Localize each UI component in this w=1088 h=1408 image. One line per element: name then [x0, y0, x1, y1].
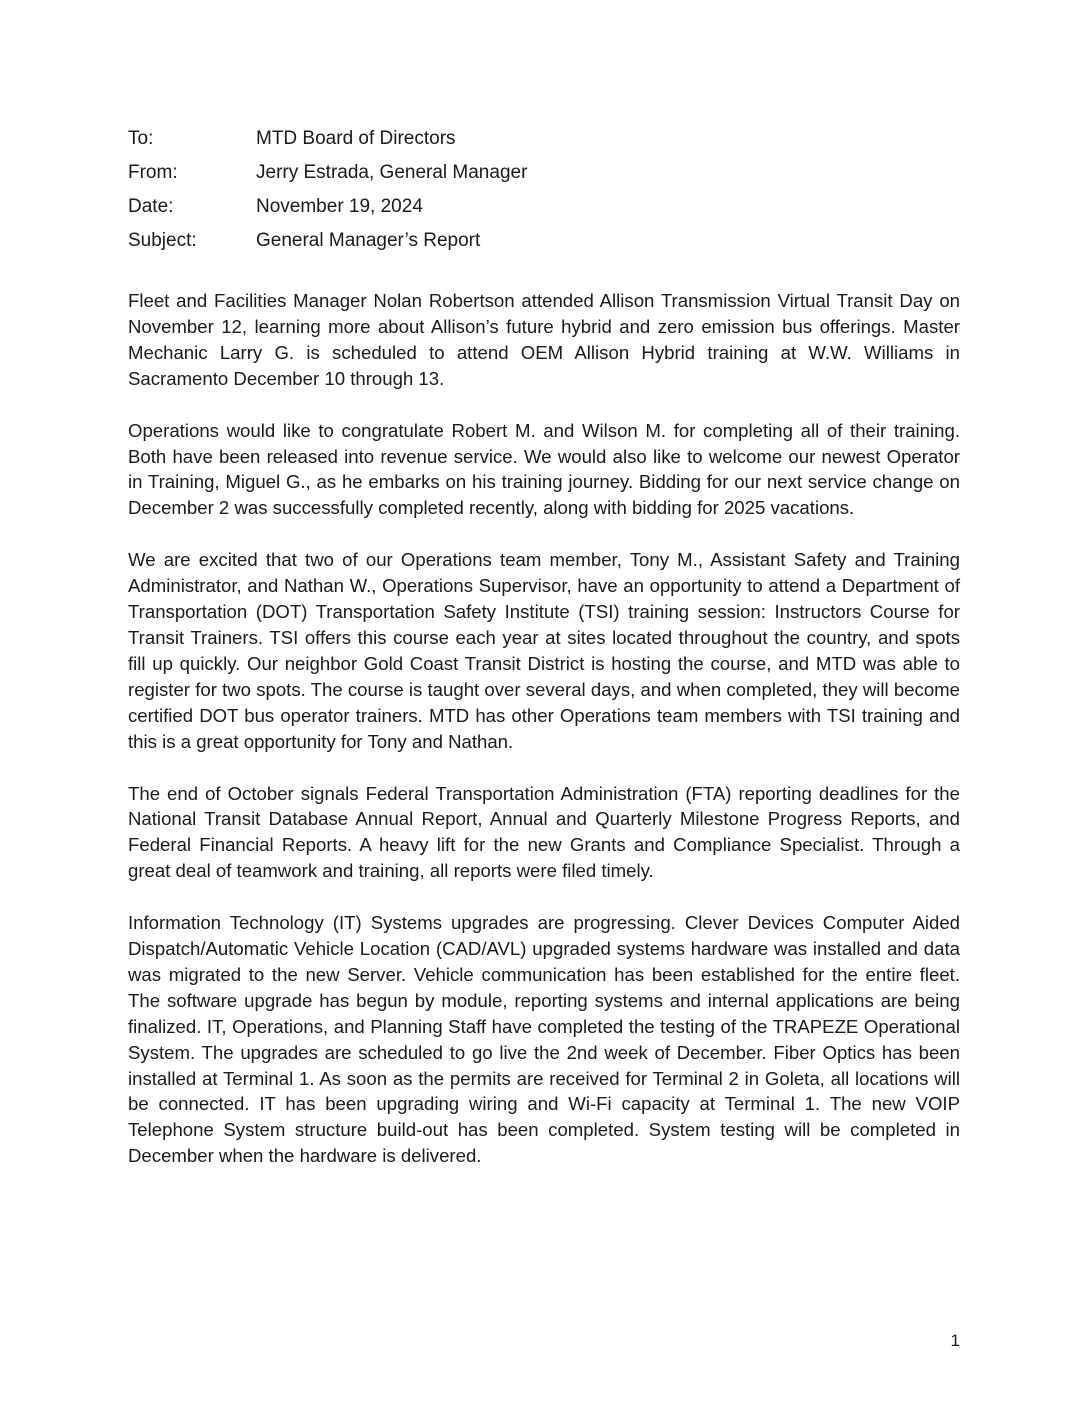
page-number: 1 — [950, 1331, 960, 1350]
memo-from-label: From: — [128, 162, 178, 183]
paragraph-it-systems: Information Technology (IT) Systems upgrades are progressing. Clever Devices Computer Aided Dispatch/Automatic Vehicle Location (CAD/AVL) upgraded systems hardware was installed and data was migrated to the new Server. Vehicle communication has been established for the entire fleet. The software upgrade has begun by module, reporting systems and internal applications are being finalized. IT, Operations, and Planning Staff have completed the testing of the TRAPEZE Operational System. The upgrades are scheduled to go live the 2nd week of December. Fiber Optics has been installed at Terminal 1. As soon as the permits are received for Terminal 2 in Goleta, all locations will be connected. IT has been upgrading wiring and Wi-Fi capacity at Terminal 1. The new VOIP Telephone System structure build-out has been completed. System testing will be completed in December when the hardware is delivered. — [128, 912, 960, 1167]
memo-body — [128, 288, 960, 1195]
memo-date-row — [128, 194, 960, 228]
memo-from-value: Jerry Estrada, General Manager — [256, 162, 528, 183]
memo-to-label: To: — [128, 128, 154, 149]
memo-to-value: MTD Board of Directors — [256, 128, 456, 149]
memo-date-label: Date: — [128, 196, 174, 217]
memo-subject-label: Subject: — [128, 230, 197, 251]
memo-subject-row — [128, 228, 960, 262]
memo-date-value: November 19, 2024 — [256, 196, 423, 217]
paragraph-fleet-facilities: Fleet and Facilities Manager Nolan Robertson attended Allison Transmission Virtual Transit Day on November 12, learning more about Allison’s future hybrid and zero emission bus offerings. Master Mechanic Larry G. is scheduled to attend OEM Allison Hybrid training at W.W. Williams in Sacramento December 10 through 13. — [128, 290, 960, 389]
memo-from-row — [128, 160, 960, 194]
paragraph-operations-training: Operations would like to congratulate Robert M. and Wilson M. for completing all of their training. Both have been released into revenue service. We would also like to welcome our newest Operator in Training, Miguel G., as he embarks on his training journey. Bidding for our next service change on December 2 was successfully completed recently, along with bidding for 2025 vacations. — [128, 419, 960, 519]
memo-to-row — [128, 126, 960, 160]
memo-subject-value: General Manager’s Report — [256, 230, 481, 251]
memo-header — [128, 126, 960, 262]
paragraph-tsi-training: We are excited that two of our Operations team member, Tony M., Assistant Safety and Training Administrator, and Nathan W., Operations Supervisor, have an opportunity to attend a Department of Transportation (DOT) Transportation Safety Institute (TSI) training session: Instructors Course for Transit Trainers. TSI offers this course each year at sites located throughout the country, and spots fill up quickly. Our neighbor Gold Coast Transit District is hosting the course, and MTD was able to register for two spots. The course is taught over several days, and when completed, they will become certified DOT bus operator trainers. MTD has other Operations team members with TSI training and this is a great opportunity for Tony and Nathan. — [128, 549, 960, 752]
paragraph-fta-reporting: The end of October signals Federal Transportation Administration (FTA) reporting deadlines for the National Transit Database Annual Report, Annual and Quarterly Milestone Progress Reports, and Federal Financial Reports. A heavy lift for the new Grants and Compliance Specialist. Through a great deal of teamwork and training, all reports were filed timely. — [128, 782, 960, 882]
